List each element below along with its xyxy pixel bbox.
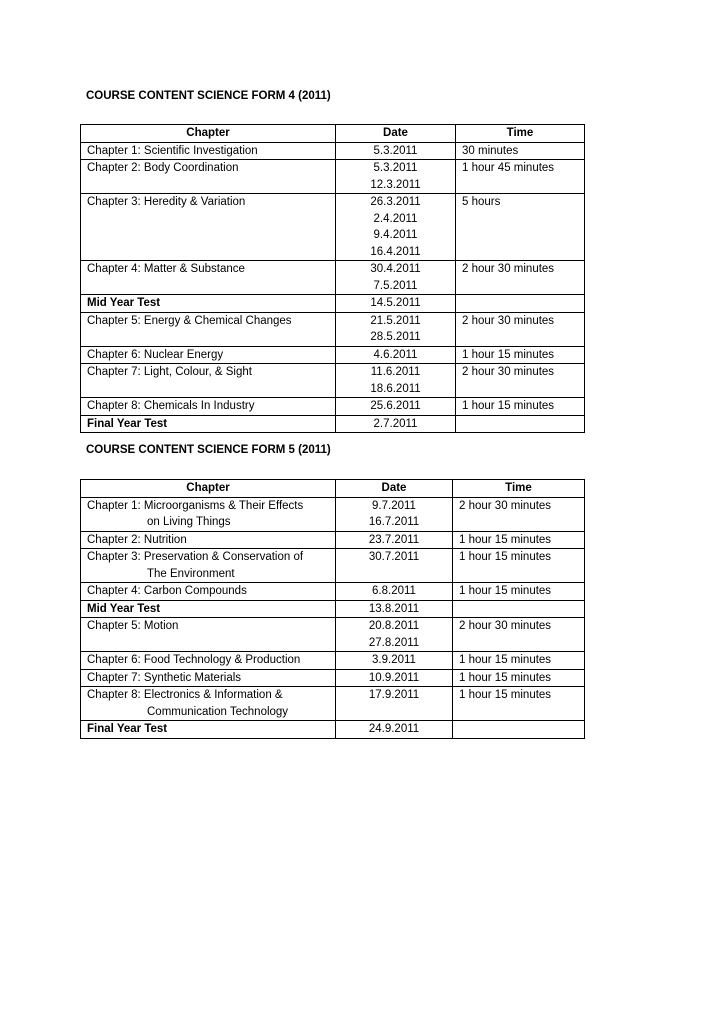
table-row xyxy=(81,531,585,549)
table-row xyxy=(81,398,585,416)
date-text: 30.7.2011 xyxy=(368,551,420,563)
chapter-text: Chapter 8: Electronics & Information & xyxy=(87,689,283,701)
date-text: 10.9.2011 xyxy=(368,671,420,684)
chapter-cell xyxy=(81,364,336,398)
chapter-header: Chapter xyxy=(81,480,336,498)
date-text: 16.7.2011 xyxy=(368,516,420,528)
chapter-text: Chapter 7: Light, Colour, & Sight xyxy=(87,366,252,378)
chapter-text: Chapter 8: Chemicals In Industry xyxy=(87,400,255,412)
table-row xyxy=(81,652,585,670)
time-header: Time xyxy=(456,125,585,143)
chapter-text: Chapter 1: Scientific Investigation xyxy=(87,144,258,157)
table-row xyxy=(81,142,585,160)
time-cell: 5 hours xyxy=(456,194,585,261)
chapter-text: Chapter 1: Microorganisms & Their Effects xyxy=(87,499,304,512)
chapter-cell xyxy=(81,652,336,670)
time-cell: 1 hour 15 minutes xyxy=(453,669,585,687)
chapter-cell xyxy=(81,346,336,364)
table-row xyxy=(81,549,585,583)
table-row xyxy=(81,618,585,652)
table-row xyxy=(81,415,585,433)
date-cell xyxy=(336,721,453,739)
date-header: Date xyxy=(336,480,453,498)
date-text: 27.8.2011 xyxy=(368,636,420,649)
time-cell: 1 hour 15 minutes xyxy=(453,549,585,583)
chapter-text: on Living Things xyxy=(147,516,231,528)
time-cell: 2 hour 30 minutes xyxy=(456,364,585,398)
time-cell: 1 hour 45 minutes xyxy=(456,160,585,194)
date-text: 28.5.2011 xyxy=(370,331,421,343)
chapter-text: Chapter 5: Energy & Chemical Changes xyxy=(87,314,292,327)
time-cell: 2 hour 30 minutes xyxy=(453,618,585,652)
date-text: 17.9.2011 xyxy=(368,689,420,701)
date-text: 11.6.2011 xyxy=(370,366,421,378)
chapter-text: Mid Year Test xyxy=(87,602,161,615)
chapter-text: Chapter 4: Carbon Compounds xyxy=(87,585,247,597)
table-row xyxy=(81,364,585,398)
table-row xyxy=(81,497,585,531)
date-cell xyxy=(336,497,453,531)
chapter-cell xyxy=(81,295,336,313)
time-cell: 2 hour 30 minutes xyxy=(456,261,585,295)
chapter-text: Chapter 5: Motion xyxy=(87,620,179,632)
date-cell xyxy=(336,364,456,398)
date-text: 20.8.2011 xyxy=(368,620,420,632)
chapter-cell xyxy=(81,669,336,687)
table-row xyxy=(81,261,585,295)
chapter-text: Chapter 6: Nuclear Energy xyxy=(87,348,224,361)
chapter-cell xyxy=(81,312,336,346)
chapter-cell xyxy=(81,497,336,531)
table-row xyxy=(81,600,585,618)
date-cell xyxy=(336,600,453,618)
chapter-cell xyxy=(81,415,336,433)
form5-schedule-table xyxy=(80,479,585,739)
date-cell xyxy=(336,531,453,549)
date-cell xyxy=(336,652,453,670)
time-cell: 1 hour 15 minutes xyxy=(456,398,585,416)
date-text: 6.8.2011 xyxy=(372,585,416,597)
chapter-cell xyxy=(81,194,336,261)
table-row xyxy=(81,669,585,687)
chapter-cell xyxy=(81,583,336,601)
date-text: 2.7.2011 xyxy=(373,417,418,430)
chapter-cell xyxy=(81,600,336,618)
chapter-cell xyxy=(81,687,336,721)
date-text: 16.4.2011 xyxy=(370,245,421,258)
date-text: 23.7.2011 xyxy=(368,533,420,546)
chapter-cell xyxy=(81,398,336,416)
date-cell xyxy=(336,669,453,687)
table-row xyxy=(81,295,585,313)
form5-title: COURSE CONTENT SCIENCE FORM 5 (2011) xyxy=(86,444,331,456)
time-header: Time xyxy=(453,480,585,498)
form4-schedule-table xyxy=(80,124,585,433)
chapter-cell xyxy=(81,142,336,160)
date-text: 4.6.2011 xyxy=(373,348,418,361)
table-header-row xyxy=(81,125,585,143)
chapter-text: Chapter 2: Body Coordination xyxy=(87,162,239,174)
date-text: 26.3.2011 xyxy=(370,196,421,208)
date-header: Date xyxy=(336,125,456,143)
date-text: 25.6.2011 xyxy=(370,400,421,412)
date-cell xyxy=(336,194,456,261)
date-cell xyxy=(336,398,456,416)
chapter-text: Chapter 3: Preservation & Conservation of xyxy=(87,551,304,563)
table-row xyxy=(81,346,585,364)
chapter-cell xyxy=(81,721,336,739)
date-cell xyxy=(336,312,456,346)
date-text: 2.4.2011 xyxy=(373,212,418,225)
time-cell: 1 hour 15 minutes xyxy=(453,687,585,721)
date-text: 9.7.2011 xyxy=(372,499,416,512)
chapter-text: The Environment xyxy=(147,567,235,580)
chapter-text: Chapter 7: Synthetic Materials xyxy=(87,671,242,684)
date-cell xyxy=(336,618,453,652)
chapter-cell xyxy=(81,160,336,194)
date-text: 5.3.2011 xyxy=(373,162,418,174)
time-cell: 1 hour 15 minutes xyxy=(453,531,585,549)
date-cell xyxy=(336,346,456,364)
date-text: 14.5.2011 xyxy=(370,297,421,309)
chapter-text: Final Year Test xyxy=(87,417,168,430)
date-text: 18.6.2011 xyxy=(370,382,421,395)
date-cell xyxy=(336,549,453,583)
date-text: 13.8.2011 xyxy=(368,602,420,615)
form4-title: COURSE CONTENT SCIENCE FORM 4 (2011) xyxy=(86,90,331,102)
chapter-text: Chapter 3: Heredity & Variation xyxy=(87,196,246,208)
date-text: 30.4.2011 xyxy=(370,263,421,275)
chapter-text: Mid Year Test xyxy=(87,297,161,309)
chapter-text: Chapter 2: Nutrition xyxy=(87,533,187,546)
date-cell xyxy=(336,415,456,433)
date-text: 12.3.2011 xyxy=(370,178,421,191)
time-cell xyxy=(456,415,585,433)
chapter-cell xyxy=(81,618,336,652)
table-row xyxy=(81,687,585,721)
date-cell xyxy=(336,160,456,194)
time-cell xyxy=(456,295,585,313)
date-cell xyxy=(336,687,453,721)
chapter-text: Final Year Test xyxy=(87,723,168,735)
date-cell xyxy=(336,142,456,160)
date-cell xyxy=(336,583,453,601)
chapter-cell xyxy=(81,531,336,549)
date-text: 9.4.2011 xyxy=(373,229,418,241)
date-text: 7.5.2011 xyxy=(373,279,418,292)
chapter-text: Communication Technology xyxy=(147,705,289,718)
table-row xyxy=(81,194,585,261)
date-text: 21.5.2011 xyxy=(370,314,421,327)
time-cell: 2 hour 30 minutes xyxy=(456,312,585,346)
date-text: 24.9.2011 xyxy=(368,723,420,735)
table-header-row xyxy=(81,480,585,498)
chapter-cell xyxy=(81,549,336,583)
time-cell: 2 hour 30 minutes xyxy=(453,497,585,531)
table-row xyxy=(81,312,585,346)
chapter-text: Chapter 4: Matter & Substance xyxy=(87,263,245,275)
time-cell xyxy=(453,721,585,739)
table-row xyxy=(81,160,585,194)
chapter-cell xyxy=(81,261,336,295)
table-row xyxy=(81,583,585,601)
date-text: 3.9.2011 xyxy=(372,654,416,666)
date-cell xyxy=(336,261,456,295)
chapter-text: Chapter 6: Food Technology & Production xyxy=(87,654,301,666)
time-cell xyxy=(453,600,585,618)
time-cell: 1 hour 15 minutes xyxy=(453,583,585,601)
date-cell xyxy=(336,295,456,313)
time-cell: 1 hour 15 minutes xyxy=(456,346,585,364)
time-cell: 30 minutes xyxy=(456,142,585,160)
table-row xyxy=(81,721,585,739)
date-text: 5.3.2011 xyxy=(373,144,418,157)
chapter-header: Chapter xyxy=(81,125,336,143)
time-cell: 1 hour 15 minutes xyxy=(453,652,585,670)
